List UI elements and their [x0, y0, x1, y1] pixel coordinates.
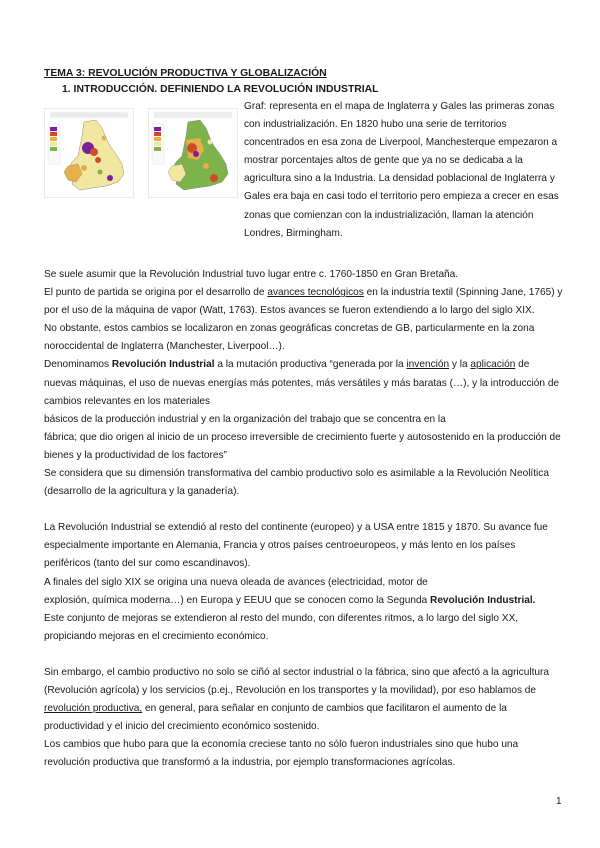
map-figure [44, 108, 234, 198]
paragraph: Sin embargo, el cambio productivo no solo se ciñó al sector industrial o la fábrica, sino que afectó a la agricultura (Revolución agrícola) y los servicios (p.ej., Revolución en los transportes y la movilidad), por eso hablamos de revolución productiva, en general, para señalar en conjunto de cambios que facilitaron el aumento de la productividad y el inicio del crecimiento económico sostenido. [44, 666, 549, 733]
paragraph: básicos de la producción industrial y en la organización del trabajo que se concentra en la [44, 413, 446, 425]
graf-description: Graf: representa en el mapa de Inglaterra y Gales las primeras zonas con industrialización. En 1820 hubo una serie de territorios concentrados en esa zona de Liverpool, Manchesterque empezaron a mostrar porcentajes altos de gente que ya no se dedicaba a la agricultura sino a la Industria. La densidad poblacional de Inglaterra y Gales era baja en casi todo el territorio pero empieza a crecer en esas zonas que comienzan con la industrialización, llaman la atención Londres, Birmingham. [244, 101, 559, 239]
section-heading: 1. INTRODUCCIÓN. DEFINIENDO LA REVOLUCIÓN INDUSTRIAL [62, 84, 379, 95]
paragraph: explosión, química moderna…) en Europa y EEUU que se conocen como la Segunda Revolución Industrial. [44, 594, 536, 606]
paragraph: Se suele asumir que la Revolución Industrial tuvo lugar entre c. 1760-1850 en Gran Bretaña. [44, 269, 459, 280]
underlined-term: revolución productiva, [44, 703, 143, 715]
paragraph: Denominamos Revolución Industrial a la mutación productiva “generada por la invención y la aplicación de nuevas máquinas, el uso de nuevas energías más potentes, más versátiles y más baratas (…), y la introducción de cambios relevantes en los materiales [44, 359, 560, 407]
page-number: 1 [556, 796, 562, 807]
paragraph: El punto de partida se origina por el desarrollo de avances tecnológicos en la industria textil (Spinning Jane, 1765) y por el uso de la máquina de vapor (Watt, 1763). Estos avances se fueron extendiendo a lo largo del siglo XIX. [44, 287, 563, 317]
bold-term: Revolución Industrial [111, 359, 215, 371]
paragraph: Este conjunto de mejoras se extendieron al resto del mundo, con diferentes ritmos, a lo largo del siglo XX, propiciando mejoras en el crecimiento económico. [44, 612, 519, 642]
paragraph: La Revolución Industrial se extendió al resto del continente (europeo) y a USA entre 1815 y 1870. Su avance fue especialmente importante en Alemania, Francia y otros países centroeuropeos, y más lento en los países periféricos (tanto del sur como escandinavos). [44, 522, 548, 570]
bold-term: Revolución Industrial. [430, 594, 536, 606]
underlined-term: aplicación [470, 359, 516, 371]
england-wales-map-left [44, 108, 134, 198]
paragraph: No obstante, estos cambios se localizaron en zonas geográficas concretas de GB, particularmente en la zona noroccidental de Inglaterra (Manchester, Liverpool…). [44, 323, 535, 353]
paragraph: fábrica; que dio origen al inicio de un proceso irreversible de crecimiento fuerte y autosostenido en la producción de bienes y la productividad de los factores” [44, 431, 561, 461]
page-title: TEMA 3: REVOLUCIÓN PRODUCTIVA Y GLOBALIZACIÓN [44, 68, 327, 79]
england-wales-map-right [148, 108, 238, 198]
underlined-term: avances tecnológicos [267, 287, 364, 299]
body-text [44, 266, 564, 772]
paragraph: Los cambios que hubo para que la economía creciese tanto no sólo fueron industriales sino que hubo una revolución productiva que transformó a la industria, por ejemplo transformaciones agrícolas. [44, 739, 519, 769]
paragraph: Se considera que su dimensión transformativa del cambio productivo solo es asimilable a la Revolución Neolítica (desarrollo de la agricultura y la ganadería). [44, 468, 549, 498]
underlined-term: invención [406, 359, 450, 371]
paragraph: A finales del siglo XIX se origina una nueva oleada de avances (electricidad, motor de [44, 576, 428, 588]
